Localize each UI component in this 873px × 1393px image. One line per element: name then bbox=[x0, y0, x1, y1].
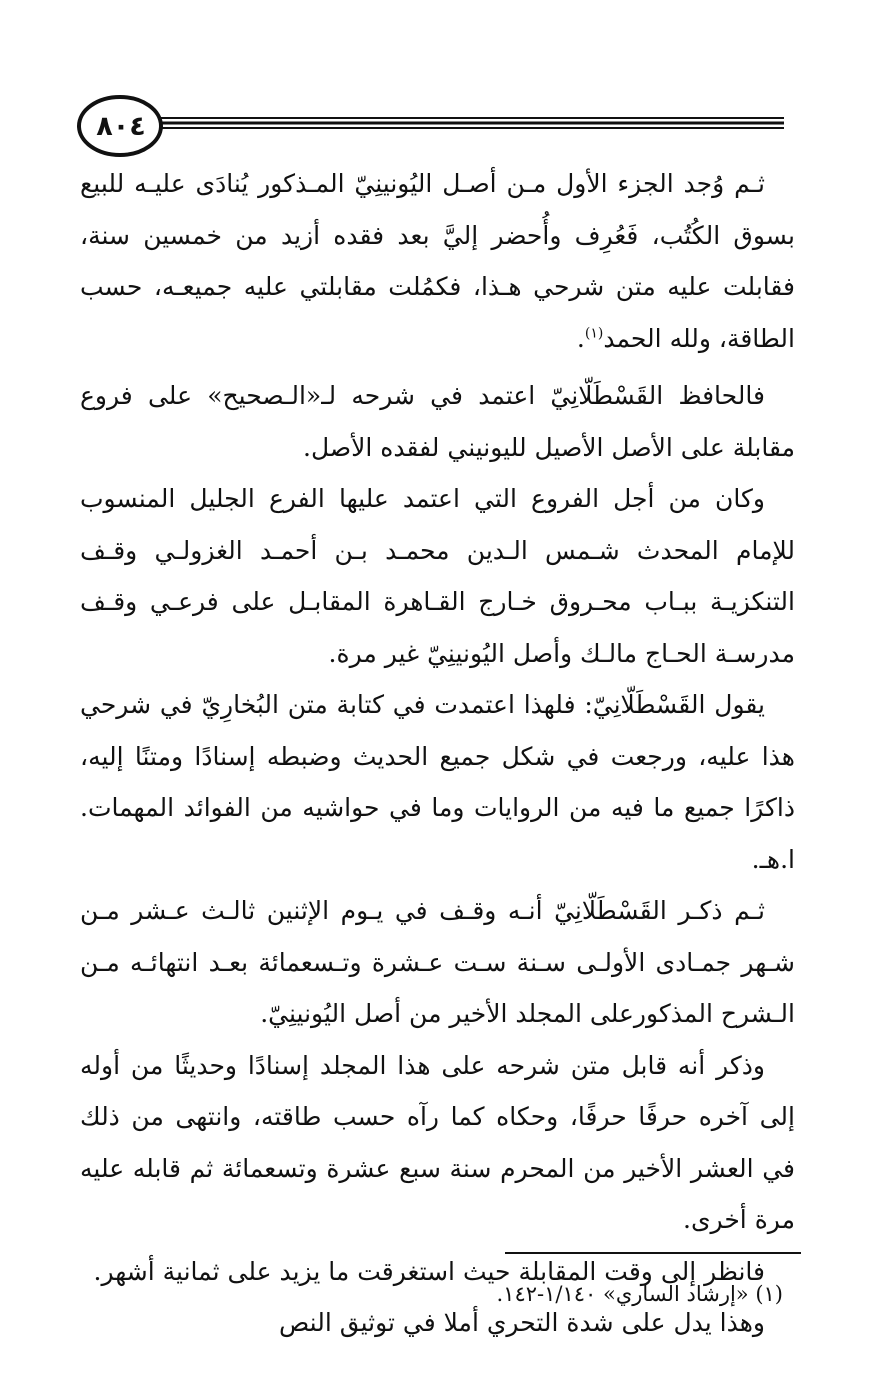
footnote-divider bbox=[505, 1252, 801, 1254]
paragraph-tail: . bbox=[576, 323, 585, 353]
paragraph: وذكر أنه قابل متن شرحه على هذا المجلد إسنادًا وحديثًا من أوله إلى آخره حرفًا حرفًا، وحكاه كما رآه حسب طاقته، وانتهى من ذلك في العشر الأخير من المحرم سنة سبع عشرة وتسعمائة ثم قابله عليه مرة أخرى. bbox=[80, 1050, 795, 1234]
paragraph: ثـم ذكـر القَسْطَلّانِيّ أنـه وقـف في يـوم الإثنين ثالـث عـشر مـن شـهر جمـادى الأولـى سـنة سـت عـشرة وتـسعمائة بعـد انتهائـه مـن الـشرح المذكورعلى المجلد الأخير من أصل اليُونينِيّ. bbox=[80, 896, 795, 1028]
paragraph: وهذا يدل على شدة التحري أملا في توثيق النص bbox=[279, 1308, 765, 1337]
paragraph: يقول القَسْطَلّانِيّ: فلهذا اعتمدت في كتابة متن البُخارِيّ في شرحي هذا عليه، ورجعت في شكل جميع الحديث وضبطه إسنادًا ومتنًا إليه، ذاكرًا جميع ما فيه من الروايات وما في حواشيه من الفوائد المهمات. ا.هـ. bbox=[80, 690, 795, 874]
page-header bbox=[0, 0, 873, 160]
paragraph: وكان من أجل الفروع التي اعتمد عليها الفرع الجليل المنسوب للإمام المحدث شـمس الـدين محمـد بـن أحمـد الغزولـي وقـف التنكزيـة ببـاب محـروق خـارج القـاهرة المقابـل على فرعـي وقـف مدرسـة الحـاج مالـك وأصل اليُونينِيّ غير مرة. bbox=[80, 484, 795, 668]
paragraph: فانظر إلى وقت المقابلة حيث استغرقت ما يزيد على ثمانية أشهر. bbox=[93, 1256, 765, 1286]
main-text bbox=[80, 158, 795, 1349]
footnote: (١) «إرشاد الساري» ١/١٤٠-١٤٢. bbox=[496, 1282, 783, 1306]
paragraph-text: ثـم وُجد الجزء الأول مـن أصـل اليُونينِيّ المـذكور يُنادَى عليـه للبيع بسوق الكُتُب، فَعُرِف وأُحضر إليَّ بعد فقده أزيد من خمسين سنة، فقابلت عليه متن شرحي هـذا، فكمُلت مقابلتي عليه جميعـه، حسب الطاقة، ولله الحمد bbox=[80, 169, 795, 353]
page-number: ٨٠٤ bbox=[96, 110, 146, 142]
paragraph bbox=[80, 158, 795, 364]
footnote-reference[interactable]: (١) bbox=[584, 325, 604, 342]
paragraph: فالحافظ القَسْطَلّانِيّ اعتمد في شرحه لـ«الـصحيح» على فروع مقابلة على الأصل الأصيل لليونيني لفقده الأصل. bbox=[80, 381, 795, 462]
